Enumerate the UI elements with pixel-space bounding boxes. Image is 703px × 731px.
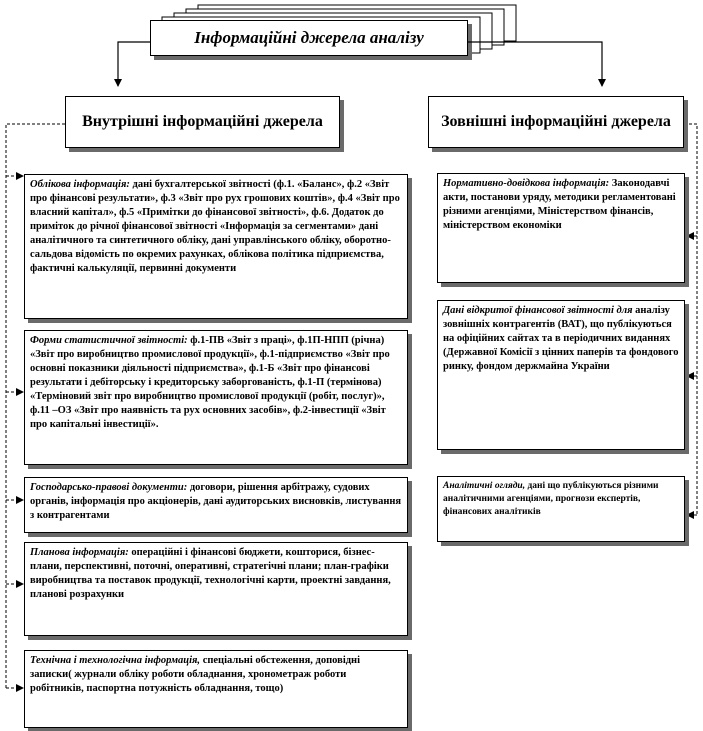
block-text: договори, рішення арбітражу, судових органів, інформація про акціонерів, дані аудиторських висновків, листування з контрагентами [30,482,402,521]
block-text: ф.1-ПВ «Звіт з праці», ф.1П-НПП (річна) «Звіт про виробництво промислової продукції», ф.1-підприємство «Звіт про основні показники діяльності підприємства», ф.1-Б «Звіт про фінансові результати і дебіторську і кредиторську заборгованість, ф.1-П (термінова) «Терміновий звіт про виробництво промислової продукції (робіт, послуг)», ф.11 –ОЗ «Звіт про наявність та рух основних засобів», ф.2-інвестиції «Звіт про капітальні інвестиції». [30,335,390,430]
block-text: дані що публікуються різними аналітичними агенціями, прогнози експертів, фінансових аналітиків [443,481,659,517]
block-text: Законодавчі акти, постанови уряду, методики регламентовані різними агенціями, Міністерством фінансів, міністерством економіки [443,178,676,231]
block-label: Аналітичні огляди, [443,481,526,491]
technical-info-block [24,650,408,728]
block-text: спеціальні обстеження, доповідні записки( журнали обліку роботи обладнання, хронометраж роботи робітників, паспортна потужність обладнання, тощо) [30,655,361,694]
block-text: дані бухгалтерської звітності (ф.1. «Баланс», ф.2 «Звіт про фінансові результати», ф.3 «Звіт про рух грошових коштів», ф.4 «Звіт про власний капітал», ф.5 «Примітки до фінансової звітності», ф.6. Додаток до приміток до річної фінансової звітності «Інформація за сегментами» дані аналітичного та синтетичного обліку, дані управлінського обліку, оборотно-сальдова відомість по окремих рахунках, облікова політика підприємства, фактичні калькуляції, первинні документи [30,179,400,274]
regulatory-info-block [437,173,685,283]
legal-documents-block [24,477,408,533]
block-text: аналізу зовнішніх контрагентів (ВАТ), що публікуються на офіційних сайтах та в періодичних виданнях (Державної Комісії з цінних паперів та фондового ринку, фондом держмайна України [443,305,679,372]
open-financial-reports-block [437,300,685,450]
external-bracket [684,124,697,515]
block-label: Господарсько-правові документи: [30,482,188,493]
block-label: Облікова інформація: [30,179,130,190]
arrow-to-internal [118,42,150,86]
block-label: Дані відкритої фінансової звітності для [443,305,633,316]
internal-sources-heading: Внутрішні інформаційні джерела [65,96,340,148]
block-label: Форми статистичної звітності: [30,335,188,346]
block-label: Технічна і технологічна інформація, [30,655,201,666]
external-arrows [687,236,697,515]
block-label: Планова інформація: [30,547,129,558]
accounting-info-block [24,174,408,319]
block-label: Нормативно-довідкова інформація: [443,178,610,189]
diagram-title: Інформаційні джерела аналізу [150,20,468,56]
planning-info-block [24,542,408,636]
statistical-reports-block [24,330,408,465]
external-sources-heading: Зовнішні інформаційні джерела [428,96,684,148]
analytical-reviews-block [437,476,685,542]
internal-arrows [6,176,23,688]
block-text: операційні і фінансові бюджети, кошторися, бізнес-плани, перспективні, поточні, оперативні, стратегічні плани; план-графіки виробництва та поставок продукції, технологічні карти, проектні завдання, планові розрахунки [30,547,391,600]
